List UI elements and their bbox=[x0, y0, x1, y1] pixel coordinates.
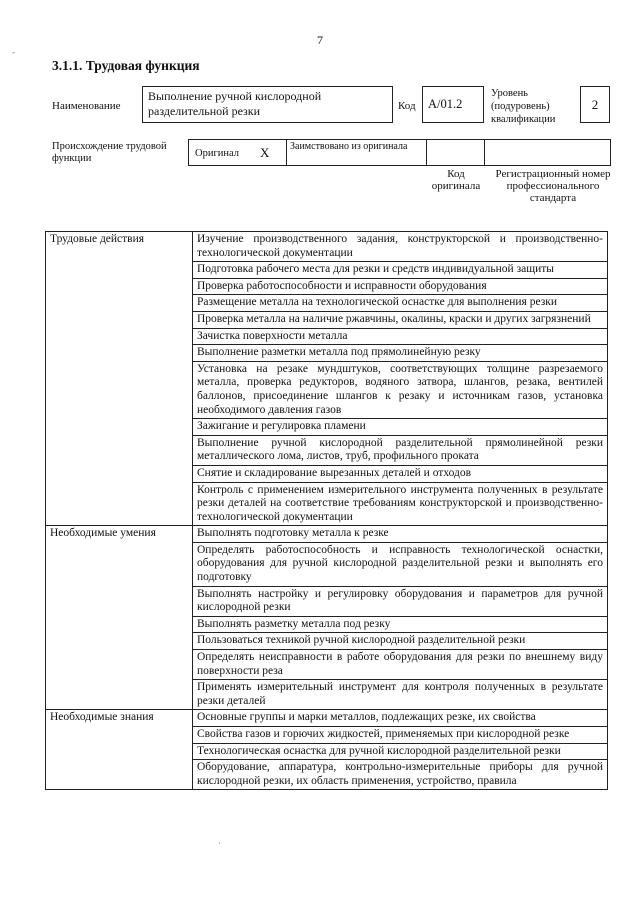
item-cell: Зачистка поверхности металла bbox=[193, 328, 608, 345]
code-original-caption: Код оригинала bbox=[431, 168, 481, 192]
labor-function-table bbox=[45, 231, 608, 790]
scan-mark-bottom: · bbox=[218, 838, 221, 848]
category-cell: Необходимые знания bbox=[46, 710, 193, 790]
level-box bbox=[580, 86, 610, 123]
table-row bbox=[46, 710, 608, 727]
item-cell: Изучение производственного задания, конструкторской и производственно-технологической документации bbox=[193, 232, 608, 262]
function-name-value: Выполнение ручной кислородной разделительной резки bbox=[148, 89, 322, 118]
original-mark: X bbox=[260, 145, 270, 160]
item-cell: Проверка металла на наличие ржавчины, окалины, краски и других загрязнений bbox=[193, 311, 608, 328]
code-value: A/01.2 bbox=[428, 97, 463, 111]
item-cell: Размещение металла на технологической оснастке для выполнения резки bbox=[193, 295, 608, 312]
item-cell: Технологическая оснастка для ручной кислородной разделительной резки bbox=[193, 743, 608, 760]
origin-label: Происхождение трудовой функции bbox=[52, 141, 167, 164]
table-row bbox=[46, 526, 608, 543]
item-cell: Выполнение ручной кислородной разделительной прямолинейной резки металлического лома, листов, труб, профильного проката bbox=[193, 435, 608, 465]
scan-mark: - bbox=[12, 47, 15, 57]
reg-number-caption: Регистрационный номер профессионального стандарта bbox=[495, 168, 611, 204]
level-value: 2 bbox=[591, 97, 599, 112]
item-cell: Основные группы и марки металлов, подлежащих резке, их свойства bbox=[193, 710, 608, 727]
category-cell: Трудовые действия bbox=[46, 232, 193, 526]
level-label: Уровень (подуровень) квалификации bbox=[491, 88, 556, 125]
item-cell: Определять неисправности в работе оборудования для резки по внешнему виду поверхности реза bbox=[193, 650, 608, 680]
category-cell: Необходимые умения bbox=[46, 526, 193, 710]
function-name-box bbox=[142, 86, 393, 123]
original-label: Оригинал bbox=[195, 148, 239, 159]
item-cell: Подготовка рабочего места для резки и средств индивидуальной защиты bbox=[193, 262, 608, 279]
item-cell: Снятие и складирование вырезанных деталей и отходов bbox=[193, 465, 608, 482]
reg-number-cell bbox=[484, 140, 610, 165]
code-box bbox=[422, 86, 484, 123]
borrowed-label: Заимствовано из оригинала bbox=[290, 141, 408, 152]
item-cell: Установка на резаке мундштуков, соответствующих толщине разрезаемого металла, проверка редукторов, водяного затвора, шлангов, резака, вентилей баллонов, присоединение шлангов к резаку и источникам газов, установка необходимого давления газов bbox=[193, 361, 608, 418]
item-cell: Зажигание и регулировка пламени bbox=[193, 419, 608, 436]
original-cell bbox=[189, 140, 287, 165]
origin-box bbox=[188, 139, 611, 166]
item-cell: Контроль с применением измерительного инструмента полученных в результате резки деталей на соответствие требованиям конструкторской и производственно-технологической документации bbox=[193, 482, 608, 526]
code-label: Код bbox=[398, 100, 416, 112]
name-label: Наименование bbox=[52, 100, 121, 112]
item-cell: Определять работоспособность и исправность технологической оснастки, оборудования для ручной кислородной разделительной резки и выполнять его подготовку bbox=[193, 542, 608, 586]
item-cell: Применять измерительный инструмент для контроля полученных в результате резки деталей bbox=[193, 680, 608, 710]
item-cell: Выполнять подготовку металла к резке bbox=[193, 526, 608, 543]
item-cell: Выполнение разметки металла под прямолинейную резку bbox=[193, 345, 608, 362]
item-cell: Свойства газов и горючих жидкостей, применяемых при кислородной резке bbox=[193, 727, 608, 744]
item-cell: Выполнять настройку и регулировку оборудования и параметров для ручной кислородной резки bbox=[193, 586, 608, 616]
borrowed-cell bbox=[286, 140, 427, 165]
table-row bbox=[46, 232, 608, 262]
item-cell: Проверка работоспособности и исправности оборудования bbox=[193, 278, 608, 295]
item-cell: Оборудование, аппаратура, контрольно-измерительные приборы для ручной кислородной резки, их область применения, устройство, правила bbox=[193, 760, 608, 790]
section-title: 3.1.1. Трудовая функция bbox=[52, 58, 200, 73]
item-cell: Пользоваться техникой ручной кислородной разделительной резки bbox=[193, 633, 608, 650]
page-number: 7 bbox=[317, 33, 323, 47]
item-cell: Выполнять разметку металла под резку bbox=[193, 616, 608, 633]
code-original-cell bbox=[426, 140, 485, 165]
